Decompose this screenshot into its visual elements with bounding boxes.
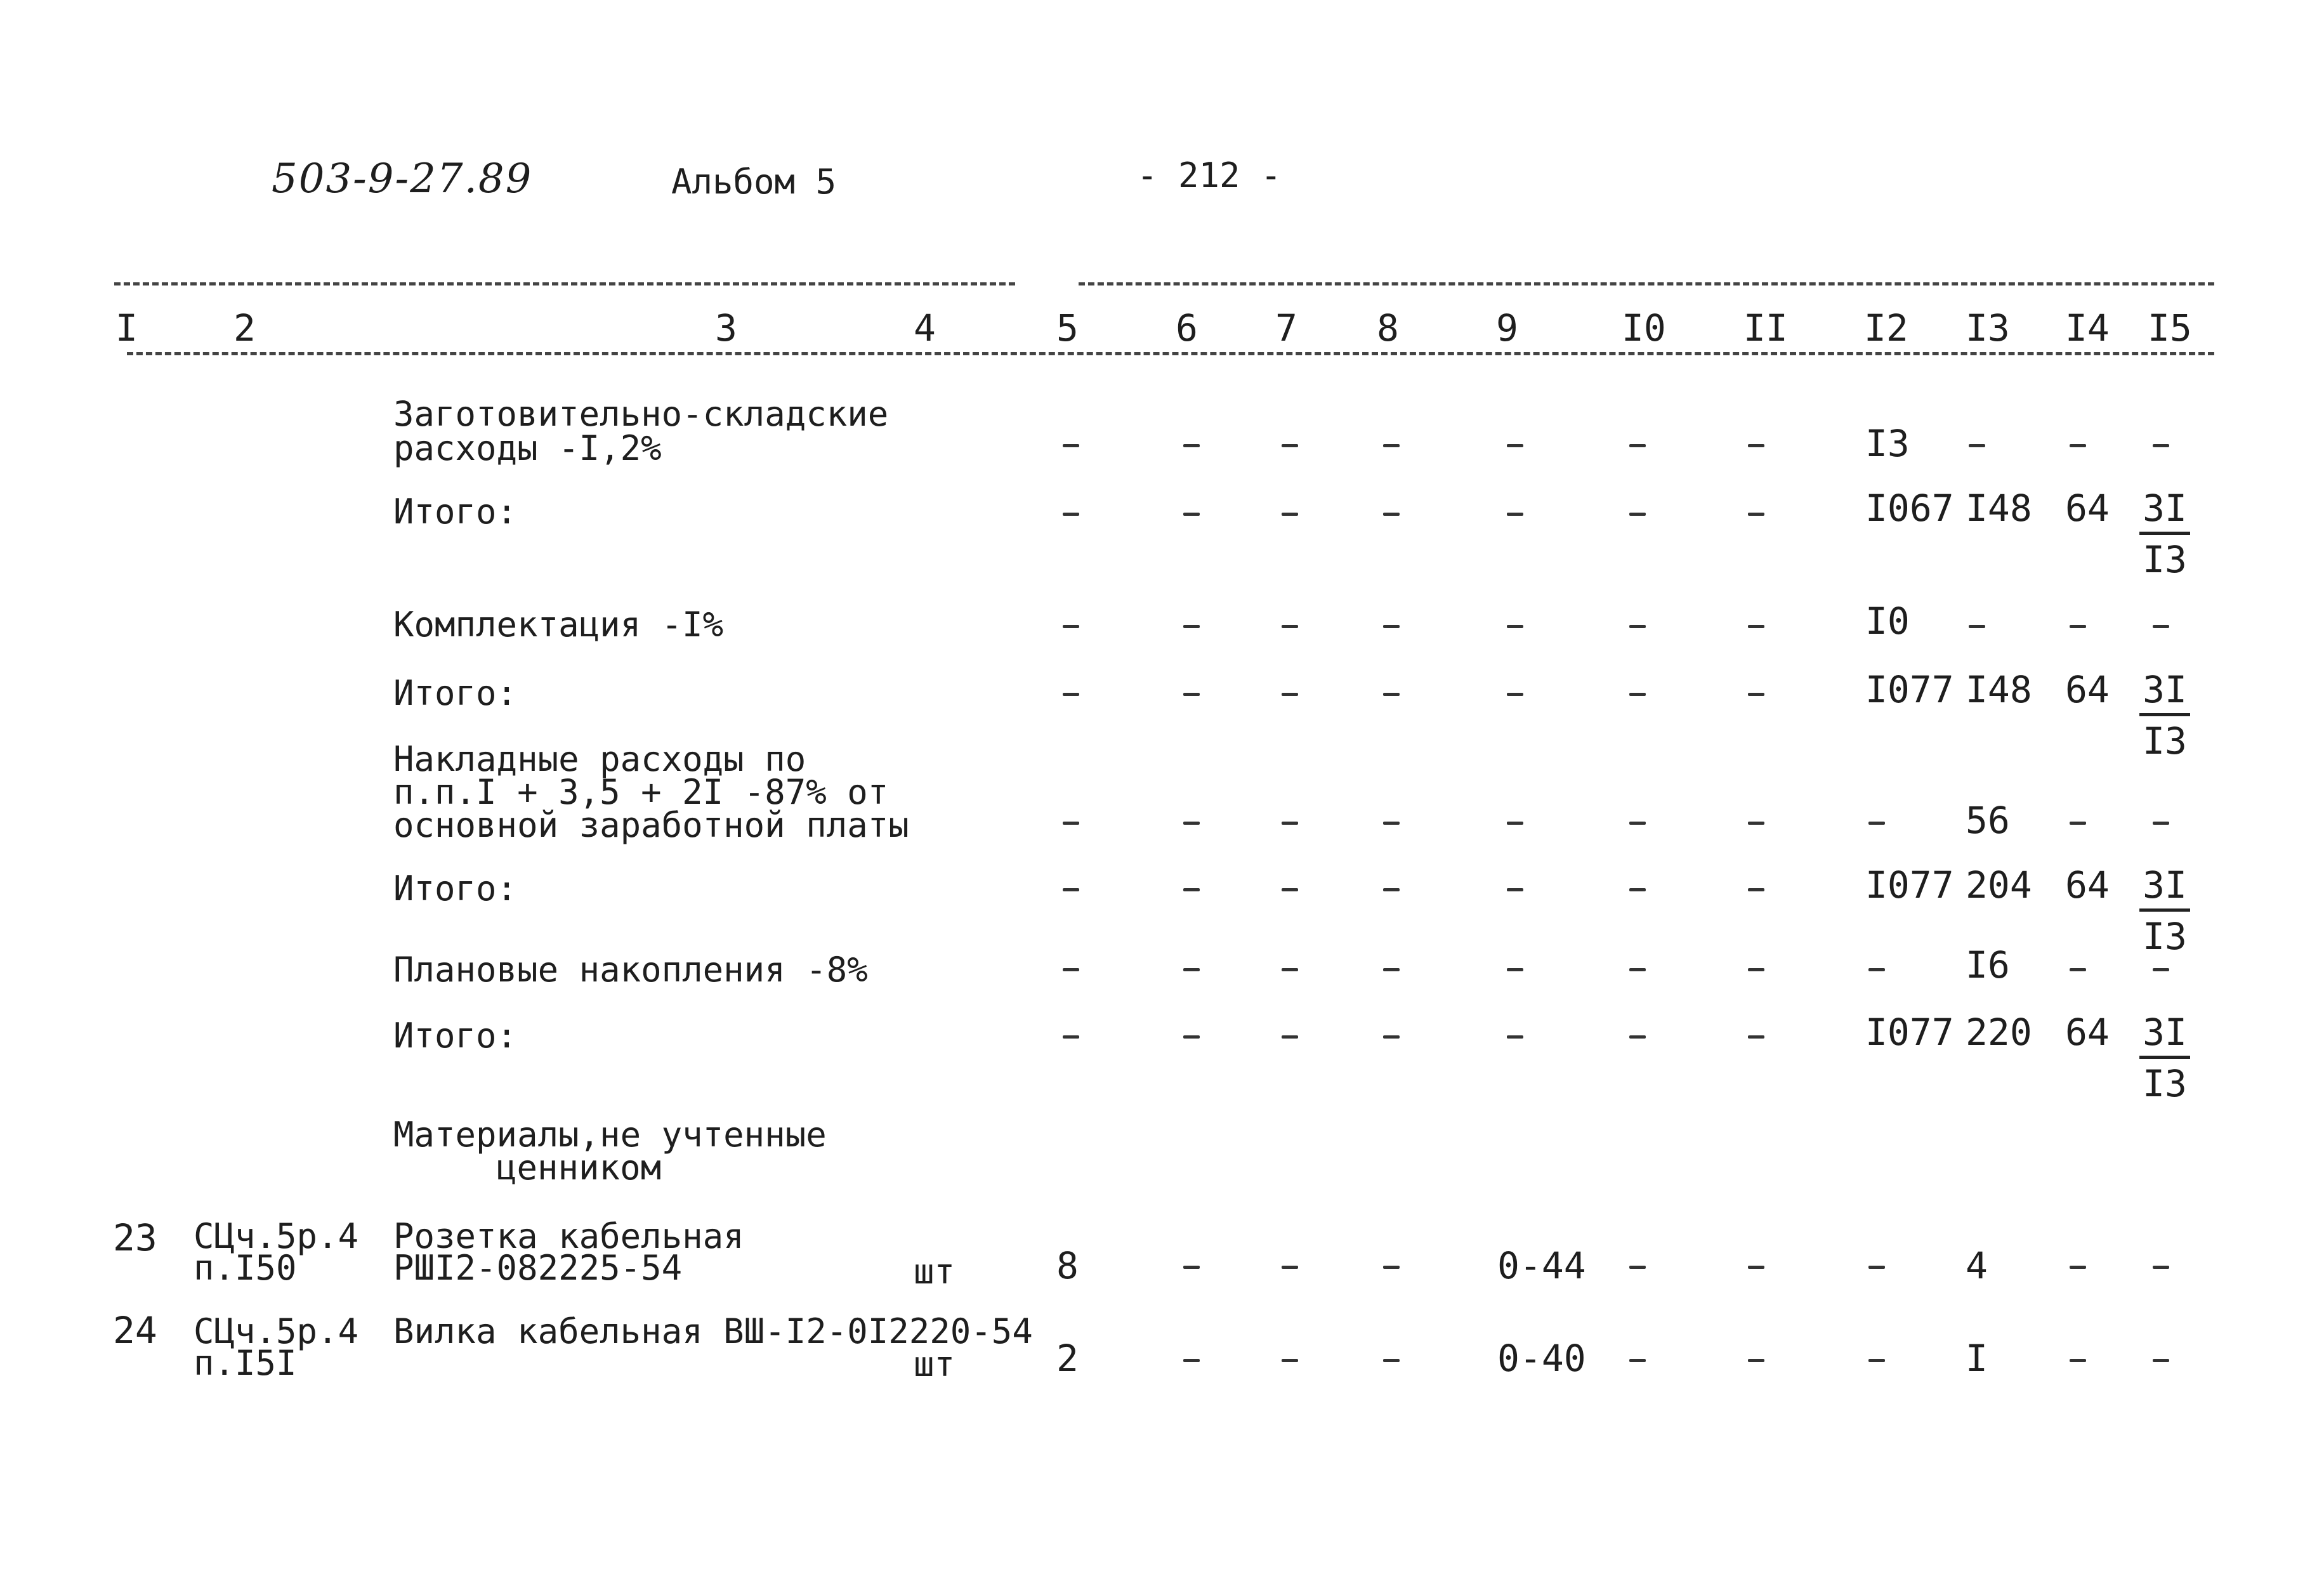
empty-cell-dash: [1507, 968, 1523, 971]
album-label: Альбом 5: [671, 162, 837, 202]
column-number: 4: [914, 306, 936, 350]
cell-col13: I: [1966, 1337, 1988, 1380]
fraction-denominator: I3: [2143, 1062, 2187, 1105]
row-description: основной заработной платы: [393, 805, 909, 845]
table-top-rule: [114, 282, 1015, 285]
empty-cell-dash: [1629, 822, 1646, 825]
empty-cell-dash: [1969, 625, 1985, 628]
cell-col12: I067: [1865, 487, 1954, 530]
cell-col12: I077: [1865, 1011, 1954, 1054]
empty-cell-dash: [1063, 625, 1079, 628]
empty-cell-dash: [1629, 1035, 1646, 1039]
fraction-numerator: 3I: [2139, 867, 2190, 912]
column-number: 8: [1377, 306, 1399, 350]
empty-cell-dash: [1282, 888, 1298, 891]
empty-cell-dash: [2153, 444, 2169, 447]
empty-cell-dash: [2153, 822, 2169, 825]
empty-cell-dash: [1282, 1359, 1298, 1362]
cell-col12: I077: [1865, 863, 1954, 907]
empty-cell-dash: [1282, 968, 1298, 971]
empty-cell-dash: [1748, 625, 1764, 628]
cell-col15-fraction: [2139, 1011, 2190, 1105]
fraction-numerator: 3I: [2139, 1014, 2190, 1059]
column-number: I0: [1622, 306, 1666, 350]
empty-cell-dash: [2070, 444, 2086, 447]
empty-cell-dash: [1183, 1035, 1200, 1039]
fraction-denominator: I3: [2143, 538, 2187, 581]
column-number: 3: [715, 306, 737, 350]
cell-col15-fraction: [2139, 487, 2190, 581]
cell-col13: 56: [1966, 799, 2010, 842]
empty-cell-dash: [1748, 888, 1764, 891]
cell-col13: I6: [1966, 943, 2010, 987]
empty-cell-dash: [1383, 822, 1400, 825]
cell-col13: 220: [1966, 1011, 2032, 1054]
column-number: 2: [233, 306, 256, 350]
row-description: Итого:: [393, 1016, 518, 1056]
row-description: Итого:: [393, 673, 518, 713]
empty-cell-dash: [1748, 1266, 1764, 1269]
cell-col12: I3: [1865, 422, 1910, 465]
empty-cell-dash: [1282, 1035, 1298, 1039]
column-number: 7: [1275, 306, 1297, 350]
empty-cell-dash: [1282, 513, 1298, 516]
empty-cell-dash: [1868, 1359, 1885, 1362]
unit: шт: [914, 1252, 955, 1292]
section-heading: Материалы,не учтенные: [393, 1115, 827, 1155]
row-description: РШI2-082225-54: [393, 1248, 683, 1288]
empty-cell-dash: [2070, 968, 2086, 971]
empty-cell-dash: [1383, 693, 1400, 696]
empty-cell-dash: [1748, 968, 1764, 971]
fraction-denominator: I3: [2143, 719, 2187, 763]
page-number: - 212 -: [1137, 155, 1282, 195]
empty-cell-dash: [1629, 968, 1646, 971]
cell-col13: I48: [1966, 668, 2032, 711]
empty-cell-dash: [1629, 888, 1646, 891]
empty-cell-dash: [1383, 625, 1400, 628]
row-description: Плановые накопления -8%: [393, 950, 868, 990]
empty-cell-dash: [1748, 693, 1764, 696]
column-header-rule: [127, 352, 2214, 355]
row-description: расходы -I,2%: [393, 428, 662, 468]
item-number: 23: [113, 1216, 157, 1259]
empty-cell-dash: [1629, 513, 1646, 516]
item-number: 24: [113, 1309, 157, 1352]
fraction-numerator: 3I: [2139, 490, 2190, 535]
empty-cell-dash: [1063, 1035, 1079, 1039]
empty-cell-dash: [1063, 888, 1079, 891]
empty-cell-dash: [1183, 625, 1200, 628]
empty-cell-dash: [1282, 625, 1298, 628]
document-code: 503-9-27.89: [272, 155, 533, 202]
empty-cell-dash: [1183, 693, 1200, 696]
row-description: Вилка кабельная ВШ-I2-0I2220-54: [393, 1311, 1033, 1351]
cell-col12: I0: [1865, 600, 1910, 643]
empty-cell-dash: [2070, 1266, 2086, 1269]
empty-cell-dash: [1748, 513, 1764, 516]
cell-col5: 2: [1056, 1337, 1079, 1380]
empty-cell-dash: [1748, 1359, 1764, 1362]
empty-cell-dash: [1507, 693, 1523, 696]
cell-col12: I077: [1865, 668, 1954, 711]
empty-cell-dash: [1183, 513, 1200, 516]
empty-cell-dash: [1507, 625, 1523, 628]
cell-col14: 64: [2065, 1011, 2110, 1054]
cell-col13: I48: [1966, 487, 2032, 530]
empty-cell-dash: [1629, 693, 1646, 696]
row-description: Розетка кабельная: [393, 1216, 744, 1256]
empty-cell-dash: [1507, 1035, 1523, 1039]
column-number: 5: [1056, 306, 1079, 350]
empty-cell-dash: [1183, 888, 1200, 891]
unit: шт: [914, 1344, 955, 1384]
empty-cell-dash: [1183, 444, 1200, 447]
cell-col9: 0-44: [1497, 1244, 1586, 1287]
row-description: Накладные расходы по: [393, 739, 806, 779]
cell-col9: 0-40: [1497, 1337, 1586, 1380]
empty-cell-dash: [1383, 1035, 1400, 1039]
empty-cell-dash: [1183, 822, 1200, 825]
empty-cell-dash: [1969, 444, 1985, 447]
table-top-rule-right: [1079, 282, 2214, 285]
empty-cell-dash: [2153, 625, 2169, 628]
cell-col5: 8: [1056, 1244, 1079, 1287]
empty-cell-dash: [1629, 625, 1646, 628]
column-number: I4: [2065, 306, 2110, 350]
empty-cell-dash: [1383, 968, 1400, 971]
cell-col15-fraction: [2139, 668, 2190, 763]
empty-cell-dash: [1629, 444, 1646, 447]
cell-col14: 64: [2065, 668, 2110, 711]
empty-cell-dash: [1868, 968, 1885, 971]
empty-cell-dash: [1629, 1266, 1646, 1269]
empty-cell-dash: [2153, 1266, 2169, 1269]
empty-cell-dash: [1183, 1266, 1200, 1269]
fraction-numerator: 3I: [2139, 671, 2190, 716]
empty-cell-dash: [1063, 444, 1079, 447]
cell-col15-fraction: [2139, 863, 2190, 958]
column-number: 6: [1176, 306, 1198, 350]
empty-cell-dash: [1507, 513, 1523, 516]
column-number: I3: [1966, 306, 2010, 350]
empty-cell-dash: [1507, 822, 1523, 825]
column-number: I: [115, 306, 138, 350]
column-number: 9: [1496, 306, 1518, 350]
empty-cell-dash: [1063, 968, 1079, 971]
empty-cell-dash: [1507, 444, 1523, 447]
empty-cell-dash: [1063, 822, 1079, 825]
empty-cell-dash: [1507, 888, 1523, 891]
empty-cell-dash: [1183, 1359, 1200, 1362]
empty-cell-dash: [1629, 1359, 1646, 1362]
empty-cell-dash: [1282, 693, 1298, 696]
empty-cell-dash: [1868, 822, 1885, 825]
price-reference: п.I5I: [194, 1343, 297, 1383]
column-number: I2: [1864, 306, 1908, 350]
empty-cell-dash: [1282, 1266, 1298, 1269]
empty-cell-dash: [1383, 444, 1400, 447]
cell-col14: 64: [2065, 487, 2110, 530]
empty-cell-dash: [1748, 822, 1764, 825]
empty-cell-dash: [2153, 1359, 2169, 1362]
empty-cell-dash: [1282, 444, 1298, 447]
row-description: Заготовительно-складские: [393, 394, 889, 434]
price-reference: п.I50: [194, 1248, 297, 1288]
price-reference: СЦч.5р.4: [194, 1311, 359, 1351]
empty-cell-dash: [1282, 822, 1298, 825]
empty-cell-dash: [1383, 513, 1400, 516]
empty-cell-dash: [2070, 625, 2086, 628]
row-description: Итого:: [393, 492, 518, 532]
empty-cell-dash: [1868, 1266, 1885, 1269]
empty-cell-dash: [1748, 1035, 1764, 1039]
empty-cell-dash: [2070, 822, 2086, 825]
empty-cell-dash: [1063, 693, 1079, 696]
empty-cell-dash: [1383, 888, 1400, 891]
cell-col13: 204: [1966, 863, 2032, 907]
empty-cell-dash: [1748, 444, 1764, 447]
empty-cell-dash: [1383, 1266, 1400, 1269]
price-reference: СЦч.5р.4: [194, 1216, 359, 1256]
row-description: Итого:: [393, 869, 518, 908]
empty-cell-dash: [1063, 513, 1079, 516]
empty-cell-dash: [2070, 1359, 2086, 1362]
column-number: II: [1743, 306, 1788, 350]
column-number: I5: [2148, 306, 2192, 350]
row-description: Комплектация -I%: [393, 605, 724, 645]
empty-cell-dash: [1383, 1359, 1400, 1362]
cell-col13: 4: [1966, 1244, 1988, 1287]
empty-cell-dash: [2153, 968, 2169, 971]
cell-col14: 64: [2065, 863, 2110, 907]
row-description: п.п.I + 3,5 + 2I -87% от: [393, 772, 889, 812]
fraction-denominator: I3: [2143, 915, 2187, 958]
section-heading: ценником: [496, 1148, 662, 1188]
empty-cell-dash: [1183, 968, 1200, 971]
